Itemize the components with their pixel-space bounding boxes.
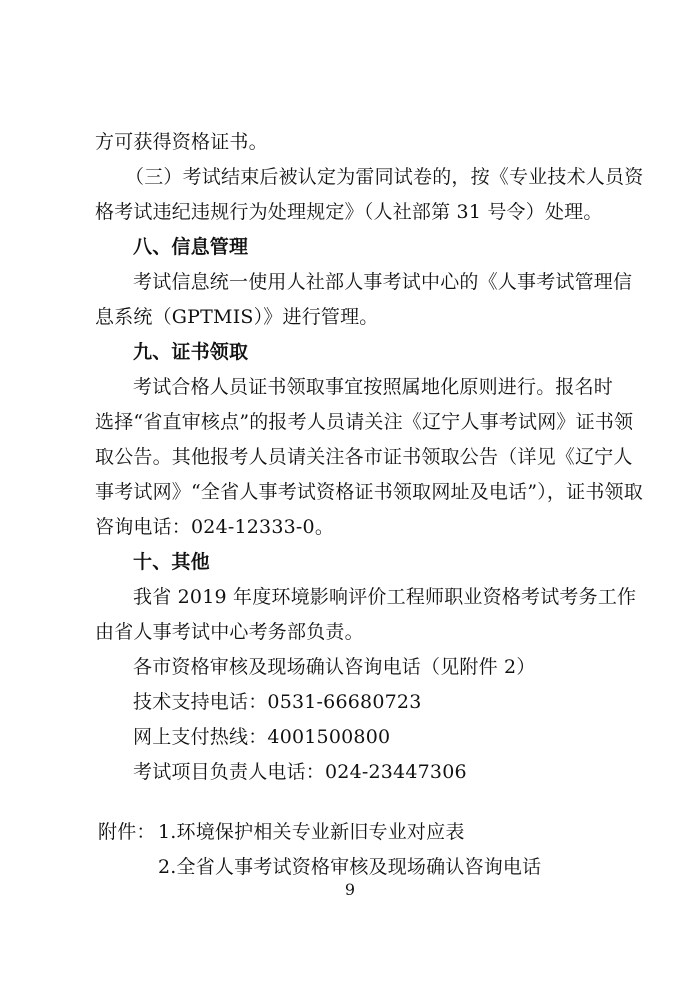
body-line: 考试信息统一使用人社部人事考试中心的《人事考试管理信 [133,271,633,293]
project-contact-phone: 考试项目负责人电话：024-23447306 [133,761,467,783]
payment-hotline: 网上支付热线：4001500800 [133,726,391,748]
section-heading-info-management: 八、信息管理 [133,236,249,258]
body-line: 各市资格审核及现场确认咨询电话（见附件 2） [133,656,536,678]
attachment-item: 1.环境保护相关专业新旧专业对应表 [158,821,465,843]
body-line: 息系统（GPTMIS）》进行管理。 [95,306,379,328]
body-line: （三）考试结束后被认定为雷同试卷的，按《专业技术人员资 [125,166,644,188]
body-line: 考试合格人员证书领取事宜按照属地化原则进行。报名时 [133,376,614,398]
attachment-item: 2.全省人事考试资格审核及现场确认咨询电话 [158,856,542,878]
section-heading-other: 十、其他 [133,551,210,573]
body-line: 取公告。其他报考人员请关注各市证书领取公告（详见《辽宁人 [95,446,633,468]
section-heading-certificate-collection: 九、证书领取 [133,341,249,363]
page-number: 9 [344,880,356,899]
body-line: 我省 2019 年度环境影响评价工程师职业资格考试考务工作 [133,586,637,608]
attachments-label: 附件： [98,821,156,843]
tech-support-phone: 技术支持电话：0531-66680723 [133,691,422,713]
body-line: 格考试违纪违规行为处理规定》（人社部第 31 号令）处理。 [95,201,603,223]
body-line: 由省人事考试中心考务部负责。 [95,621,364,643]
body-line: 选择“省直审核点”的报考人员请关注《辽宁人事考试网》证书领 [95,411,634,433]
body-line: 事考试网》“全省人事考试资格证书领取网址及电话”），证书领取 [95,481,643,503]
body-line: 方可获得资格证书。 [95,131,268,153]
body-line: 咨询电话：024-12333-0。 [95,516,335,538]
